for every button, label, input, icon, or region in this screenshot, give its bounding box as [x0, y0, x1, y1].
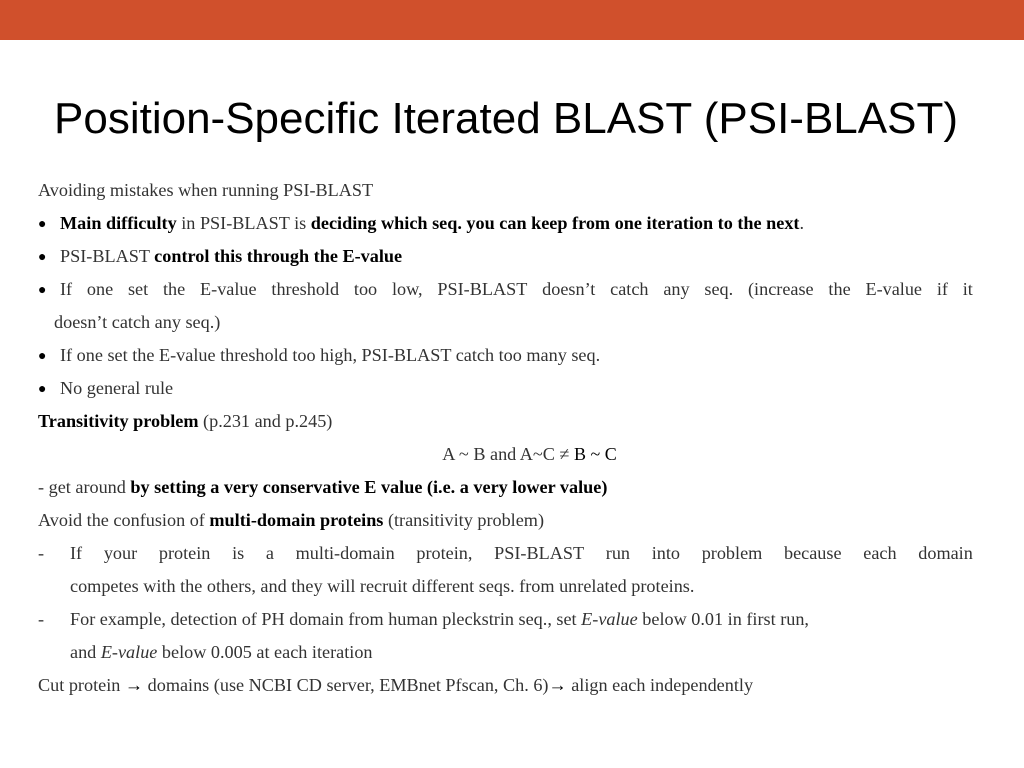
- dash-item-line2: [38, 572, 973, 605]
- cut-protein-line: [38, 671, 973, 704]
- bullet-icon: ●: [38, 250, 47, 265]
- word: protein,: [416, 543, 473, 563]
- word: threshold: [271, 279, 340, 299]
- word: one: [86, 279, 114, 299]
- body-heading: [38, 176, 973, 209]
- bullet-item-line2: [38, 308, 973, 341]
- word: protein: [158, 543, 211, 563]
- word: E-value: [865, 279, 923, 299]
- bold-text: deciding which seq. you can keep from one iteration to the next: [310, 213, 800, 233]
- text: competes with the others, and they will recruit different seqs. from unrelated proteins.: [70, 576, 695, 596]
- word: run: [605, 543, 631, 563]
- word: PSI-BLAST: [437, 279, 528, 299]
- word: the: [828, 279, 851, 299]
- word: if: [936, 279, 948, 299]
- word: it: [962, 279, 973, 299]
- word: low,: [391, 279, 423, 299]
- bold-text: multi-domain proteins: [209, 510, 384, 530]
- word: too: [353, 279, 378, 299]
- text: below 0.01 in first run,: [637, 609, 809, 629]
- dash-item-words: [70, 539, 973, 572]
- word: multi-domain: [295, 543, 395, 563]
- formula-right: B ~ C: [573, 444, 617, 464]
- word: any: [663, 279, 690, 299]
- arrow-right-icon: →: [548, 675, 567, 695]
- heading-text: Avoiding mistakes when running PSI-BLAST: [38, 180, 374, 200]
- word: into: [651, 543, 680, 563]
- word: each: [863, 543, 897, 563]
- bullet-item: [38, 341, 973, 374]
- word: problem: [701, 543, 763, 563]
- slide-body: [38, 176, 973, 704]
- text: domains (use NCBI CD server, EMBnet Pfscan, Ch. 6): [143, 675, 549, 695]
- word: the: [163, 279, 186, 299]
- word: your: [103, 543, 138, 563]
- text: align each independently: [566, 675, 754, 695]
- text: If one set the E-value threshold too high, PSI-BLAST catch too many seq.: [60, 345, 601, 365]
- word: seq.: [704, 279, 734, 299]
- word: (increase: [747, 279, 814, 299]
- text: Cut protein: [38, 675, 125, 695]
- word: E-value: [200, 279, 257, 299]
- word: catch: [610, 279, 649, 299]
- word: domain: [918, 543, 973, 563]
- word: because: [784, 543, 842, 563]
- arrow-right-icon: →: [124, 675, 144, 695]
- word: If: [60, 279, 73, 299]
- top-accent-bar: [0, 0, 1024, 40]
- word: doesn’t: [542, 279, 596, 299]
- bullet-item: [38, 374, 973, 407]
- transitivity-heading: [38, 407, 973, 440]
- dash-item-line1: [38, 539, 973, 572]
- text: (transitivity problem): [383, 510, 545, 530]
- bullet-icon: ●: [38, 283, 47, 298]
- word: a: [265, 543, 274, 563]
- text: and: [70, 642, 101, 662]
- bullet-item: [38, 209, 973, 242]
- text: below 0.005 at each iteration: [157, 642, 373, 662]
- dash-marker: -: [38, 609, 45, 629]
- bullet-word-group: [38, 275, 72, 308]
- text: (p.231 and p.245): [198, 411, 333, 431]
- bullet-item: [38, 242, 973, 275]
- text: For example, detection of PH domain from human pleckstrin seq., set: [70, 609, 582, 629]
- text: No general rule: [60, 378, 174, 398]
- italic-text: E-value: [581, 609, 638, 629]
- slide-title: Position-Specific Iterated BLAST (PSI-BLAST): [54, 94, 958, 143]
- text: [70, 605, 809, 638]
- dash-item-line2: [38, 638, 973, 671]
- text: doesn’t catch any seq.): [54, 312, 221, 332]
- dash-marker: -: [38, 543, 45, 563]
- text: - get around: [38, 477, 131, 497]
- text: PSI-BLAST: [60, 246, 155, 266]
- bold-text: Main difficulty: [60, 213, 177, 233]
- bold-text: Transitivity problem: [38, 411, 199, 431]
- text: Avoid the confusion of: [38, 510, 210, 530]
- bullet-icon: ●: [38, 349, 47, 364]
- bold-text: by setting a very conservative E value (i.e. a very lower value): [130, 477, 608, 497]
- transitivity-formula: [38, 440, 973, 473]
- bold-text: control this through the E-value: [154, 246, 403, 266]
- bullet-item-line1: [38, 275, 973, 308]
- word: set: [127, 279, 149, 299]
- get-around-line: [38, 473, 973, 506]
- avoid-heading: [38, 506, 973, 539]
- word: is: [232, 543, 245, 563]
- word: PSI-BLAST: [494, 543, 585, 563]
- word: If: [70, 543, 83, 563]
- bullet-icon: ●: [38, 382, 47, 397]
- dash-item-line1: [38, 605, 973, 638]
- formula-left: A ~ B and A~C ≠: [442, 444, 574, 464]
- italic-text: E-value: [100, 642, 158, 662]
- bullet-icon: ●: [38, 217, 47, 232]
- text: in PSI-BLAST is: [176, 213, 311, 233]
- text: .: [799, 213, 805, 233]
